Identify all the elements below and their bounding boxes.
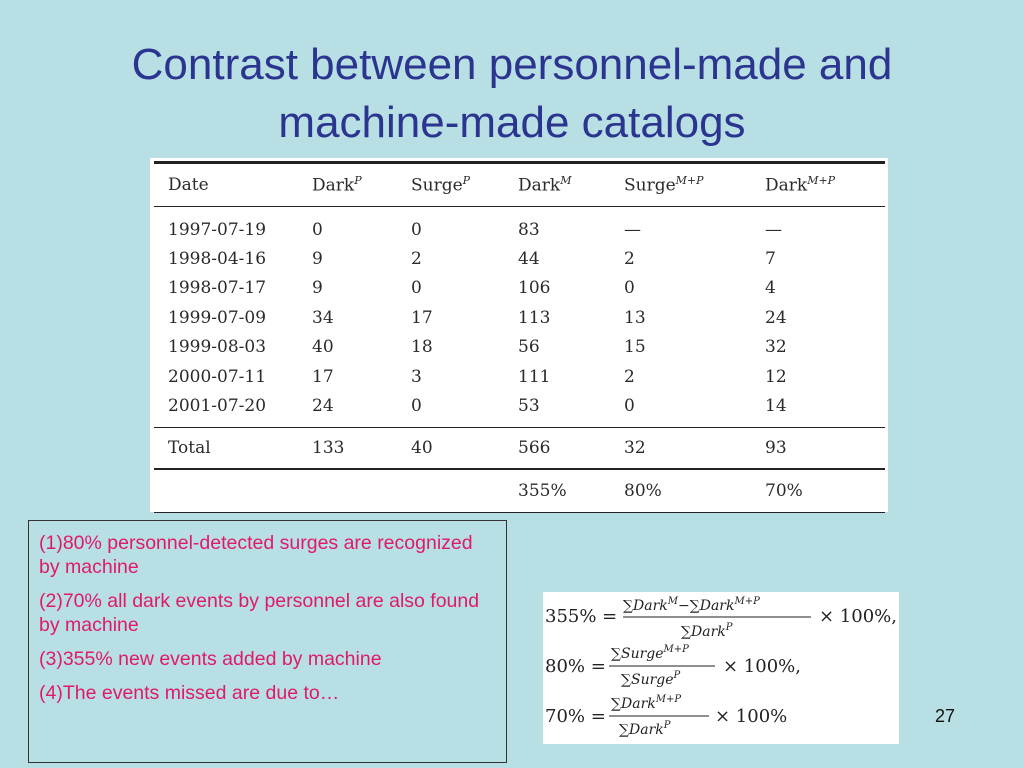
table-cell: 1998-07-17 xyxy=(168,278,267,299)
formula-rhs: × 100%, xyxy=(819,606,897,627)
table-cell: 93 xyxy=(751,427,885,469)
table-total-row xyxy=(154,427,885,469)
table-cell: 18 xyxy=(411,337,433,358)
table-cell: Total xyxy=(154,427,298,469)
slide-title-line-1: Contrast between personnel-made and xyxy=(131,40,893,89)
formula-rhs: × 100%, xyxy=(723,656,801,677)
table-cell: 1999-07-09 xyxy=(168,307,267,328)
header-superscript: P xyxy=(354,174,362,188)
table-cell: 0 xyxy=(411,278,422,299)
catalog-comparison-table xyxy=(154,161,885,513)
header-cell xyxy=(154,163,298,207)
table-cell: 2 xyxy=(624,366,635,387)
table-cell: 3 xyxy=(411,366,422,387)
formula-term: ∑Dark xyxy=(681,624,726,640)
table-row xyxy=(154,244,885,273)
table-cell: 70% xyxy=(751,469,885,513)
table-cell: 566 xyxy=(504,427,610,469)
table-cell: 34 xyxy=(312,307,334,328)
formula-denominator xyxy=(619,720,671,738)
table-row xyxy=(154,391,885,427)
formula-superscript: M xyxy=(667,596,678,607)
table-cell: 83 xyxy=(518,219,540,240)
slide-title-line-2: machine-made catalogs xyxy=(278,98,746,147)
table-cell: 40 xyxy=(397,427,504,469)
table-cell: 40 xyxy=(312,337,334,358)
table-row xyxy=(154,333,885,362)
table-cell: 133 xyxy=(298,427,397,469)
table-cell: 0 xyxy=(624,396,635,417)
formula-lhs: 80% = xyxy=(545,656,606,677)
table-cell: 17 xyxy=(312,366,334,387)
formula-lhs: 70% = xyxy=(545,706,606,727)
table-row xyxy=(154,362,885,391)
table-cell: 1997-07-19 xyxy=(168,219,267,240)
table-cell: 106 xyxy=(518,278,551,299)
formula-term: ∑Dark xyxy=(619,722,664,738)
table-cell xyxy=(154,469,298,513)
table-cell: 24 xyxy=(312,396,334,417)
formula-superscript: P xyxy=(663,720,671,731)
formula-panel xyxy=(543,592,899,744)
table-cell xyxy=(298,469,397,513)
table-cell: 1998-04-16 xyxy=(168,249,267,270)
slide-title xyxy=(0,36,1024,152)
table-cell: 2001-07-20 xyxy=(168,396,267,417)
header-cell xyxy=(397,163,504,207)
header-label: Surge xyxy=(411,175,463,196)
formula-numerator xyxy=(611,694,681,712)
table-row xyxy=(154,274,885,303)
formula-term: ∑Surge xyxy=(611,646,664,662)
table-cell: 15 xyxy=(624,337,646,358)
table-cell: 2000-07-11 xyxy=(168,366,267,387)
table-cell: 2 xyxy=(624,249,635,270)
table-cell: 24 xyxy=(765,307,787,328)
formula-term: ∑Dark xyxy=(623,598,668,614)
table-header-row xyxy=(154,163,885,207)
table-cell: 12 xyxy=(765,366,787,387)
formula-operator: − xyxy=(678,598,690,614)
formula-graphic xyxy=(543,592,899,744)
table-cell: 13 xyxy=(624,307,646,328)
table-cell: 56 xyxy=(518,337,540,358)
formula-superscript: P xyxy=(673,670,681,681)
table-cell: 0 xyxy=(411,396,422,417)
header-superscript: M xyxy=(560,174,572,188)
formula-numerator xyxy=(623,596,760,614)
formula-numerator xyxy=(611,644,689,662)
table-cell: 17 xyxy=(411,307,433,328)
header-cell xyxy=(610,163,751,207)
header-label: Dark xyxy=(765,175,808,196)
note-item: (4)The events missed are due to… xyxy=(39,682,340,704)
header-label: Date xyxy=(168,175,209,195)
table-cell: 32 xyxy=(610,427,751,469)
table-cell: 9 xyxy=(312,249,323,270)
header-cell xyxy=(751,163,885,207)
note-item: (3)355% new events added by machine xyxy=(39,648,382,670)
header-cell xyxy=(298,163,397,207)
header-label: Dark xyxy=(518,175,561,196)
table-cell: 0 xyxy=(624,278,635,299)
header-cell xyxy=(504,163,610,207)
header-superscript: M+P xyxy=(807,174,836,188)
formula-denominator xyxy=(621,670,681,688)
formula-term: ∑Dark xyxy=(689,598,735,614)
formula-rhs: × 100% xyxy=(715,706,788,727)
header-superscript: M+P xyxy=(675,174,704,188)
table-cell: 113 xyxy=(518,307,551,328)
table-cell: 9 xyxy=(312,278,323,299)
table-row xyxy=(154,303,885,332)
formula-superscript: P xyxy=(725,622,733,633)
table-cell xyxy=(397,469,504,513)
table-cell: 4 xyxy=(765,278,776,299)
table-cell: — xyxy=(765,219,782,240)
table-cell: 32 xyxy=(765,337,787,358)
formula-superscript: M+P xyxy=(734,596,760,607)
formula-superscript: M+P xyxy=(663,644,689,655)
table-cell: 0 xyxy=(411,219,422,240)
formula-term: ∑Surge xyxy=(621,672,674,688)
header-label: Dark xyxy=(312,175,355,196)
table-cell: 80% xyxy=(610,469,751,513)
table-cell: 7 xyxy=(765,249,776,270)
table-cell: 53 xyxy=(518,396,540,417)
table-cell: 2 xyxy=(411,249,422,270)
table-cell: 14 xyxy=(765,396,787,417)
formula-term: ∑Dark xyxy=(611,696,656,712)
table-cell: 1999-08-03 xyxy=(168,337,267,358)
table-percent-row xyxy=(154,469,885,513)
note-item: (2)70% all dark events by personnel are also found by machine xyxy=(39,590,480,636)
table-cell: 111 xyxy=(518,366,551,387)
formula-lhs: 355% = xyxy=(545,606,618,627)
header-label: Surge xyxy=(624,175,676,196)
table-cell: — xyxy=(624,219,641,240)
table-cell: 44 xyxy=(518,249,540,270)
page-number: 27 xyxy=(935,706,956,726)
catalog-table-panel xyxy=(150,158,888,512)
header-superscript: P xyxy=(462,174,471,188)
table-cell: 355% xyxy=(504,469,610,513)
table-row xyxy=(154,207,885,245)
notes-box xyxy=(28,520,507,763)
note-item: (1)80% personnel-detected surges are recognized by machine xyxy=(39,532,473,578)
formula-superscript: M+P xyxy=(655,694,682,705)
table-cell: 0 xyxy=(312,219,323,240)
formula-denominator xyxy=(681,622,733,640)
